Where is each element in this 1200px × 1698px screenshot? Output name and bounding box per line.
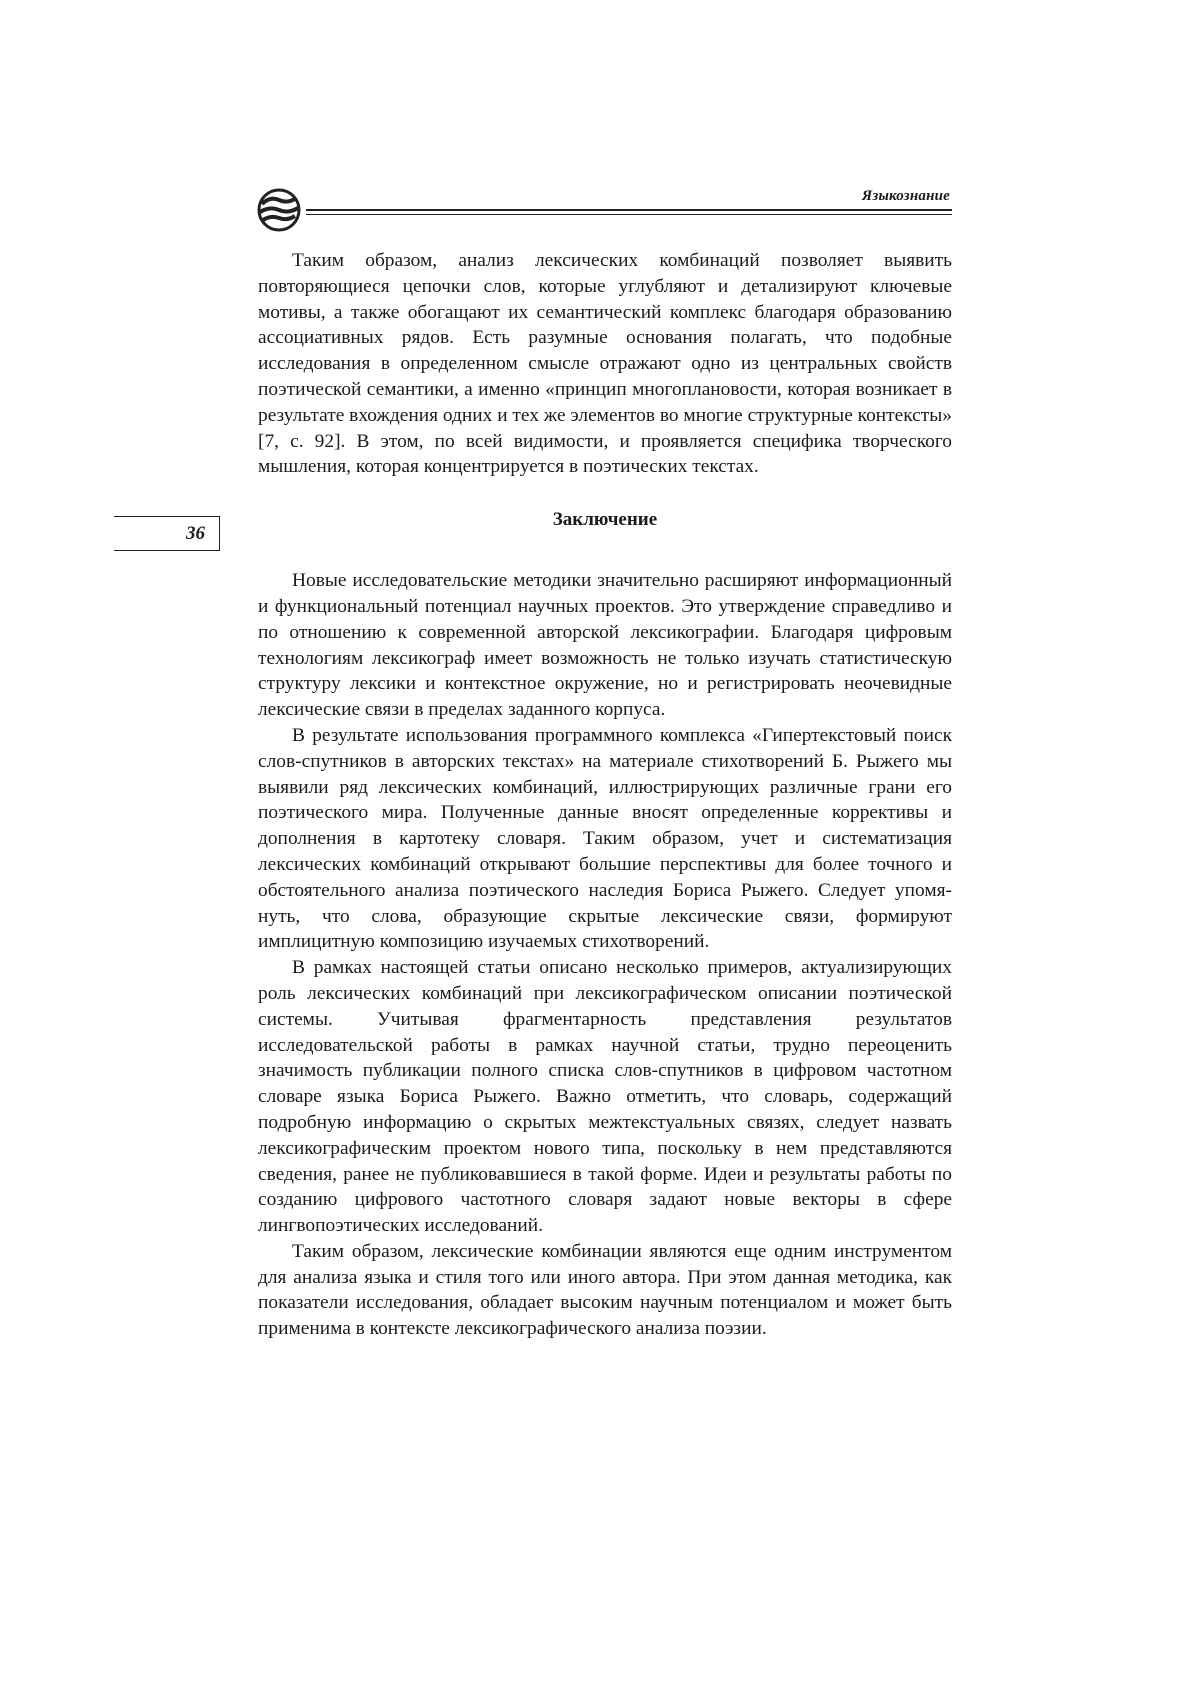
- conclusion-paragraph-1: Новые исследовательские методики значительно расширяют информационный и функциональный потенциал научных проектов. Это утверждение справедливо и по отношению к современной авторской лексикографии. Благодаря цифровым технологиям лексикограф имеет возможность не только изучать статистическую структуру лексики и контекстное окружение, но и регистрировать неочевидные лексические связи в пределах заданного корпуса.: [258, 570, 952, 721]
- header-rule: [306, 209, 952, 215]
- running-header-title: Языкознание: [861, 188, 950, 204]
- journal-logo-icon: [256, 187, 302, 233]
- intro-paragraph: Таким образом, анализ лексических комбинаций позволяет выявить повторяющиеся цепочки слов, которые углубляют и детализируют ключевые мотивы, а также обогащают их семантический комплекс благодаря образованию ассоциативных рядов. Есть разумные основания полагать, что подобные исследования в определенном смысле отражают одно из центральных свойств поэтической семантики, а именно «принцип многоплановости, которая возникает в результате вхождения одних и тех же элементов во многие структурные контексты» [7, с. 92]. В этом, по всей видимости, и проявляется специфика творческого мышления, которая концентрируется в поэтических текстах.: [258, 250, 952, 478]
- conclusion-paragraph-4: Таким образом, лексические комбинации являются еще одним инструментом для анализа языка и стиля того или иного автора. При этом данная методика, как показатели исследования, обладает высоким научным потенциалом и может быть применима в контексте лексикографического анализа поэзии.: [258, 1240, 952, 1340]
- conclusion-paragraph-2: В результате использования программного комплекса «Гипертекстовый поиск слов-спутников в авторских текстах» на материале стихотворений Б. Рыжего мы выявили ряд лексических комбинаций, иллюстрирующих различные грани его поэтического мира. Полученные данные вносят определенные коррективы и дополнения в картотеку словаря. Таким образом, учет и систематизация лексических комбинаций открывают большие перспективы для более точного и обстоятельного анализа поэтического наследия Бориса Рыжего. Следует упомянуть, что слова, образующие скрытые лексические связи, формируют имплицитную композицию изучаемых стихотворений.: [258, 724, 952, 953]
- section-heading-conclusion: Заключение: [552, 509, 658, 531]
- page-number: 36: [114, 516, 220, 551]
- conclusion-paragraph-3: В рамках настоящей статьи описано несколько примеров, актуализирующих роль лексических комбинаций при лексикографическом описании поэтической системы. Учитывая фрагментарность представления результатов исследовательской работы в рамках научной статьи, трудно переоценить значимость публикации полного списка слов-спутников в цифровом частотном словаре языка Бориса Рыжего. Важно отметить, что словарь, содержащий подробную информацию о скрытых межтекстуальных связях, следует назвать лексикографическим проектом нового типа, поскольку в нем представляются сведения, ранее не публиковавшиеся в такой форме. Идеи и результаты работы по созданию цифрового частотного словаря задают новые векторы в сфере лингвопоэтических исследований.: [258, 957, 952, 1237]
- article-body: [258, 248, 952, 1342]
